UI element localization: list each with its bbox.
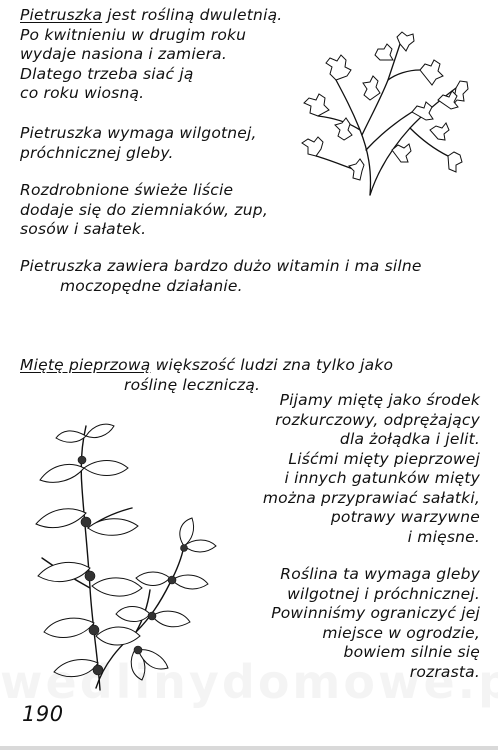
text-line: i mięsne. (407, 527, 480, 546)
text-line: dla żołądka i jelit. (339, 430, 480, 448)
text-line: dodaje się do ziemniaków, zup, (20, 200, 268, 219)
text-line: Pietruszka wymaga wilgotnej, (20, 124, 257, 142)
parsley-illustration (300, 30, 470, 200)
mint-title: Miętę pieprzową (20, 356, 151, 374)
page-edge-divider (0, 746, 498, 750)
text-line: bowiem silnie się (343, 643, 480, 661)
text-line: i innych gatunków mięty (284, 469, 480, 487)
text-line: Rozdrobnione świeże liście (20, 181, 234, 199)
text-line: Pijamy miętę jako środek (279, 391, 480, 409)
parsley-paragraph-2 (20, 124, 257, 163)
text-line: wydaje nasiona i zamiera. (20, 45, 227, 63)
text-line: Liśćmi mięty pieprzowej (288, 449, 480, 468)
text-line: sosów i sałatek. (20, 220, 147, 238)
parsley-paragraph-4 (20, 257, 422, 296)
text-line: Roślina ta wymaga gleby (280, 565, 480, 583)
mint-intro (20, 356, 393, 395)
text-line: Po kwitnieniu w drugim roku (20, 25, 247, 44)
text-line: potrawy warzywne (330, 508, 480, 526)
mint-paragraph-1 (263, 391, 480, 547)
parsley-title: Pietruszka (20, 6, 103, 24)
text-line: Dlatego trzeba siać ją (20, 64, 194, 83)
text-line: rozrasta. (409, 662, 480, 681)
parsley-paragraph-1 (20, 26, 246, 104)
text-line: miejsce w ogrodzie, (322, 623, 480, 642)
text-line: Pietruszka zawiera bardzo dużo witamin i ma silne (20, 257, 422, 275)
parsley-intro (20, 6, 282, 26)
mint-intro-text: większość ludzi zna tylko jako (150, 356, 394, 374)
text-line: można przyprawiać sałatki, (262, 488, 480, 507)
watermark (0, 655, 498, 709)
text-line: próchnicznej gleby. (20, 143, 174, 162)
text-line: roślinę leczniczą. (124, 375, 261, 394)
text-line: wilgotnej i próchnicznej. (287, 584, 480, 603)
parsley-paragraph-3 (20, 181, 268, 240)
text-line: Powinniśmy ograniczyć jej (271, 604, 480, 622)
text-line: moczopędne działanie. (60, 276, 243, 295)
text-line: rozkurczowy, odprężający (275, 410, 480, 429)
parsley-intro-text: jest rośliną dwuletnią. (102, 6, 283, 24)
text-line: co roku wiosną. (20, 84, 145, 102)
page-number: 190 (22, 702, 64, 726)
